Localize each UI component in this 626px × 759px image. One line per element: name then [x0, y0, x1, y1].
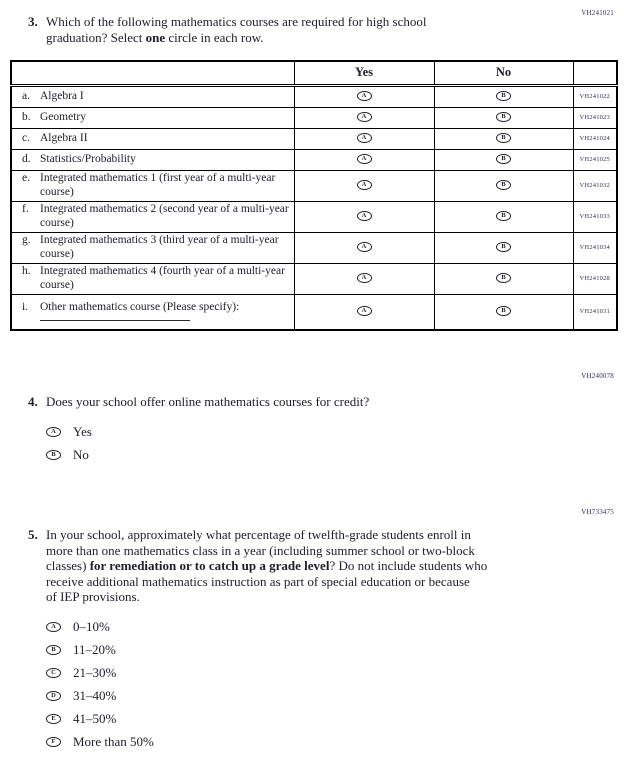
yes-oval[interactable]: A: [357, 180, 372, 190]
row-admin-code: VH241034: [573, 232, 617, 263]
response-oval[interactable]: C: [46, 668, 61, 678]
question-3: [28, 14, 508, 45]
yes-oval[interactable]: A: [357, 154, 372, 164]
response-oval[interactable]: A: [46, 427, 61, 437]
table-row: [11, 149, 617, 170]
no-oval[interactable]: B: [496, 91, 511, 101]
question-3-number: 3.: [28, 14, 38, 29]
course-label: Geometry: [40, 110, 86, 123]
row-letter: d.: [22, 152, 31, 165]
row-admin-code: VH241028: [573, 263, 617, 294]
course-label: Algebra II: [40, 131, 88, 144]
question-4: [28, 394, 548, 467]
no-oval[interactable]: B: [496, 180, 511, 190]
yes-oval[interactable]: A: [357, 91, 372, 101]
no-oval[interactable]: B: [496, 211, 511, 221]
row-letter: c.: [22, 131, 30, 144]
row-admin-code: VH241033: [573, 201, 617, 232]
table-header-row: [11, 61, 617, 85]
question-3-line2: graduation? Select one circle in each row.: [46, 29, 264, 45]
row-admin-code: VH241023: [573, 107, 617, 128]
option-label: Yes: [73, 424, 92, 439]
row-letter: a.: [22, 89, 30, 102]
row-letter: b.: [22, 110, 31, 123]
no-oval[interactable]: B: [496, 242, 511, 252]
option-more-than-50: [46, 731, 573, 754]
table-row: [11, 294, 617, 330]
response-oval[interactable]: B: [46, 645, 61, 655]
yes-oval[interactable]: A: [357, 242, 372, 252]
header-empty-cell: [11, 61, 294, 85]
question-5-number: 5.: [28, 527, 38, 542]
table-row: [11, 107, 617, 128]
option-label: No: [73, 447, 89, 462]
course-label: Integrated mathematics 3 (third year of a multi-year course): [40, 234, 279, 260]
response-oval[interactable]: D: [46, 691, 61, 701]
option-label: More than 50%: [73, 734, 154, 749]
option-21-30: [46, 662, 573, 685]
q4-admin-code: VH240078: [581, 372, 614, 380]
table-row: [11, 128, 617, 149]
question-3-line1: Which of the following mathematics courses are required for high school: [46, 14, 427, 29]
course-label: Other mathematics course (Please specify):: [40, 301, 240, 313]
course-label: Integrated mathematics 4 (fourth year of a multi-year course): [40, 265, 285, 291]
response-oval[interactable]: B: [46, 450, 61, 460]
option-31-40: [46, 685, 573, 708]
yes-oval[interactable]: A: [357, 273, 372, 283]
question-4-text: Does your school offer online mathematics courses for credit?: [46, 394, 370, 409]
header-no: No: [434, 61, 573, 85]
course-label: Integrated mathematics 1 (first year of a multi-year course): [40, 172, 276, 198]
row-letter: i.: [22, 301, 29, 313]
option-label: 21–30%: [73, 665, 117, 680]
no-oval[interactable]: B: [496, 154, 511, 164]
course-label: Integrated mathematics 2 (second year of a multi-year course): [40, 203, 289, 229]
q3-admin-code: VH241021: [581, 9, 614, 17]
no-oval[interactable]: B: [496, 306, 511, 316]
yes-oval[interactable]: A: [357, 306, 372, 316]
response-oval[interactable]: F: [46, 737, 61, 747]
course-label: Statistics/Probability: [40, 152, 136, 165]
row-letter: e.: [22, 172, 30, 184]
course-label: Algebra I: [40, 89, 84, 102]
question-4-number: 4.: [28, 394, 38, 409]
table-row: [11, 263, 617, 294]
yes-oval[interactable]: A: [357, 133, 372, 143]
q4-options: [28, 421, 548, 467]
response-oval[interactable]: E: [46, 714, 61, 724]
table-row: [11, 232, 617, 263]
option-0-10: [46, 616, 573, 639]
row-admin-code: VH241032: [573, 170, 617, 201]
row-letter: h.: [22, 265, 31, 277]
no-oval[interactable]: B: [496, 273, 511, 283]
row-letter: g.: [22, 234, 31, 246]
q3-response-table: [10, 60, 618, 331]
question-5: [28, 527, 573, 754]
option-11-20: [46, 639, 573, 662]
table-row: [11, 85, 617, 107]
option-label: 0–10%: [73, 619, 110, 634]
option-label: 11–20%: [73, 642, 116, 657]
row-admin-code: VH241022: [573, 85, 617, 107]
yes-oval[interactable]: A: [357, 112, 372, 122]
table-row: [11, 201, 617, 232]
q5-admin-code: VH733475: [581, 508, 614, 516]
header-yes: Yes: [294, 61, 434, 85]
specify-blank-field[interactable]: [40, 320, 190, 321]
no-oval[interactable]: B: [496, 112, 511, 122]
question-3-text: [46, 14, 427, 45]
option-41-50: [46, 708, 573, 731]
row-admin-code: VH241025: [573, 149, 617, 170]
yes-oval[interactable]: A: [357, 211, 372, 221]
row-letter: f.: [22, 203, 29, 215]
header-code-cell: [573, 61, 617, 85]
option-label: 31–40%: [73, 688, 117, 703]
option-yes: [46, 421, 548, 444]
option-label: 41–50%: [73, 711, 117, 726]
question-5-text: In your school, approximately what percentage of twelfth-grade students enroll in more than one mathematics class in a year (including summer school or two-block classes) for remediation or to catch up a grade level? Do not include students who receive additional mathematics instruction as part of special education or because of IEP provisions.: [46, 527, 488, 604]
table-row: [11, 170, 617, 201]
row-admin-code: VH241024: [573, 128, 617, 149]
no-oval[interactable]: B: [496, 133, 511, 143]
response-oval[interactable]: A: [46, 622, 61, 632]
option-no: [46, 444, 548, 467]
q5-options: [28, 616, 573, 754]
row-admin-code: VH241031: [573, 294, 617, 330]
